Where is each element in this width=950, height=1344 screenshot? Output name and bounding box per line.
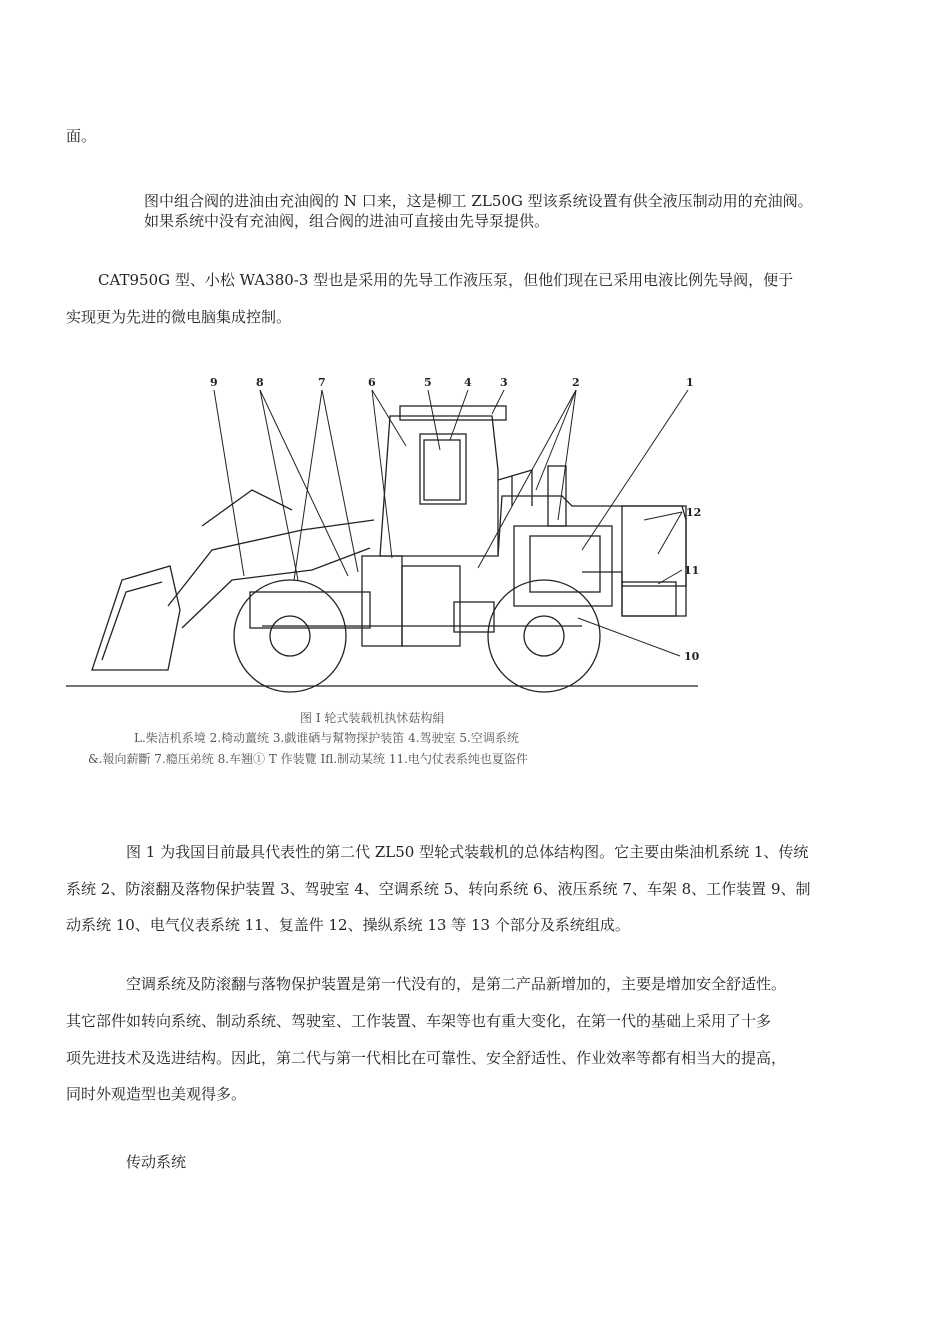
rear-frame xyxy=(498,496,686,616)
paragraph-line: 同时外观造型也美观得多。 xyxy=(66,1085,247,1103)
callout-5: 5 xyxy=(424,376,432,389)
paragraph-line: 实现更为先进的微电脑集成控制。 xyxy=(66,308,292,326)
paragraph-line: 如果系统中没有充油阀，组合阀的进油可直接由先导泵提供。 xyxy=(144,212,550,230)
paragraph-line: CAT950G 型、小松 WA380-3 型也是采用的先导工作液压泵，但他们现在已采用电液比例先导阀，便于 xyxy=(98,271,794,289)
figure-caption-legend-2: &.報向薪斷 7.瘾压弟统 8.车翘① T 作装覽 Ifl.制动某统 11.电勺仗表系纯也夏盜件 xyxy=(88,752,528,766)
bucket xyxy=(92,566,180,670)
rear-wheel xyxy=(488,580,600,692)
paragraph-line: 动系统 10、电气仪表系统 11、复盖件 12、操纵系统 13 等 13 个部分及系统组成。 xyxy=(66,916,630,934)
callout-6: 6 xyxy=(368,376,376,389)
paragraph-line: 图中组合阀的进油由充油阀的 N 口来，这是柳工 ZL50G 型该系统设置有供全液压制动用的充油阀。 xyxy=(144,192,813,210)
paragraph-line: 其它部件如转向系统、制动系统、驾驶室、工作装置、车架等也有重大变化，在第一代的基础上采用了十多 xyxy=(66,1012,772,1030)
paragraph-line: 图 1 为我国目前最具代表性的第二代 ZL50 型轮式装载机的总体结构图。它主要由柴油机系统 1、传统 xyxy=(126,843,809,861)
callout-4: 4 xyxy=(464,376,472,389)
loader-drawing xyxy=(62,370,712,700)
callout-11: 11 xyxy=(684,564,700,577)
section-heading: 传动系统 xyxy=(126,1153,187,1171)
cab xyxy=(380,416,498,556)
paragraph-line: 空调系统及防滚翻与落物保护装置是第一代没有的，是第二产品新增加的，主要是增加安全舒适性。 xyxy=(126,975,787,993)
callout-2: 2 xyxy=(572,376,580,389)
callout-8: 8 xyxy=(256,376,264,389)
front-wheel xyxy=(234,580,346,692)
callout-7: 7 xyxy=(318,376,326,389)
callout-10: 10 xyxy=(684,650,700,663)
figure-caption-title: 图 I 轮式装载机执怵菇构絹 xyxy=(300,711,445,725)
callout-12: 12 xyxy=(686,506,702,519)
text-fragment: 面。 xyxy=(66,127,97,145)
callout-9: 9 xyxy=(210,376,218,389)
callout-1: 1 xyxy=(686,376,694,389)
callout-3: 3 xyxy=(500,376,508,389)
wheel-loader-diagram xyxy=(62,370,712,700)
paragraph-line: 项先进技术及选进结构。因此，第二代与第一代相比在可靠性、安全舒适性、作业效率等都有相当大的提高， xyxy=(66,1049,787,1067)
engine xyxy=(514,526,612,606)
figure-caption-legend-1: L.柴洁机系境 2.椅动薑统 3.戯谁硒与幫物探护装笛 4.驾驶室 5.空调系统 xyxy=(134,731,519,745)
paragraph-line: 系统 2、防滚翻及落物保护装置 3、驾驶室 4、空调系统 5、转向系统 6、液压系统 7、车架 8、工作装置 9、制 xyxy=(66,880,811,898)
